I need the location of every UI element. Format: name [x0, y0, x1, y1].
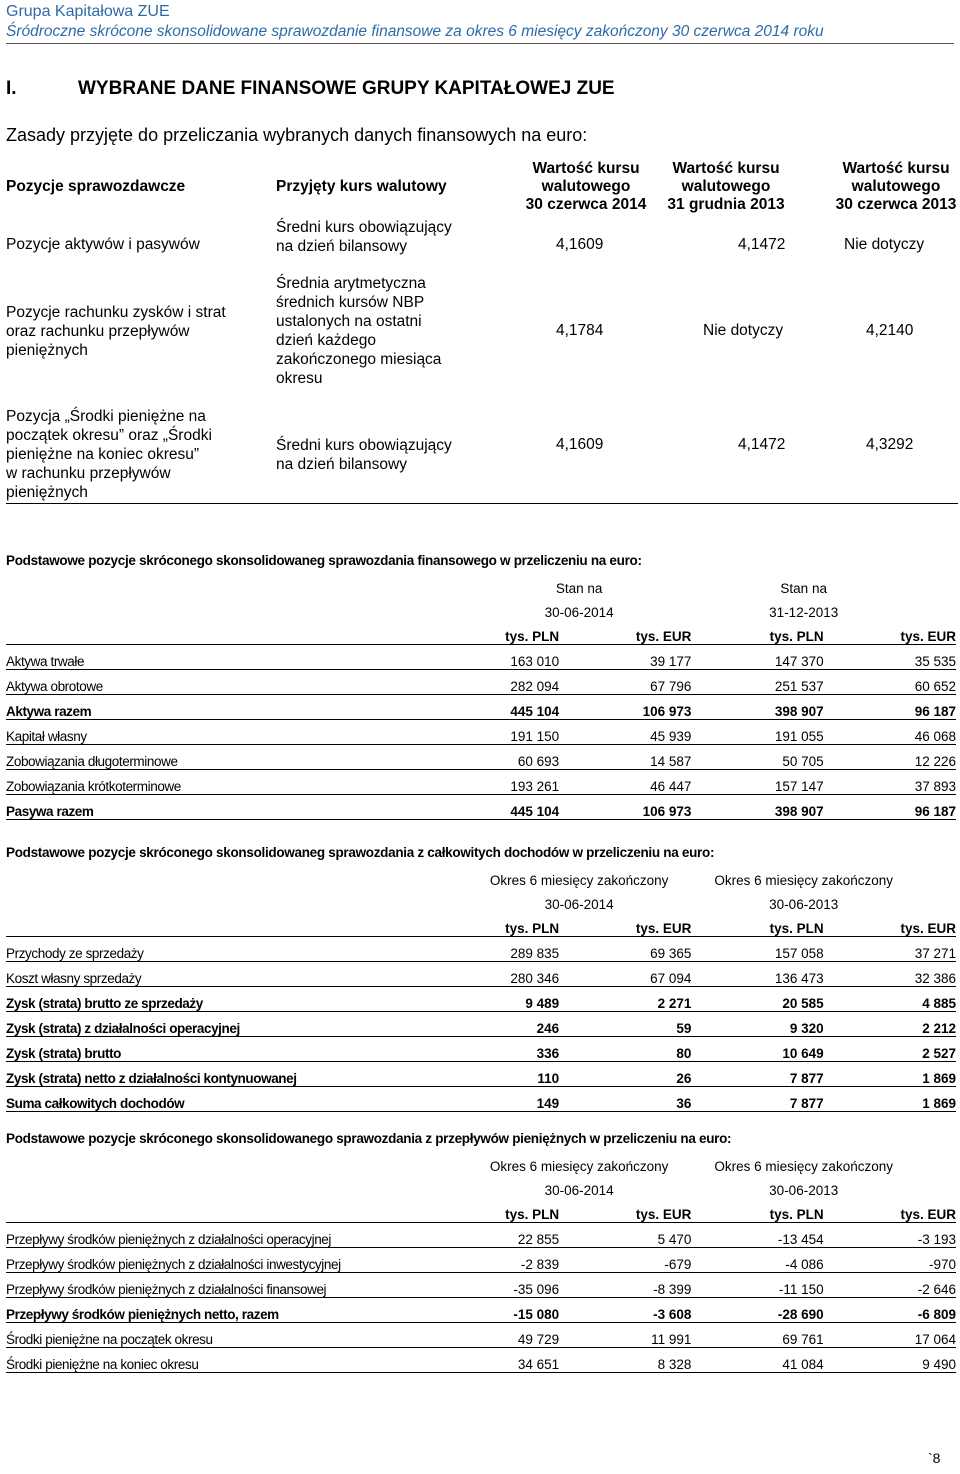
row-value: 7 877 [691, 1062, 823, 1087]
row-value: 2 527 [824, 1037, 956, 1062]
row-value: 8 328 [559, 1348, 691, 1373]
row-value: 246 [427, 1012, 559, 1037]
table-row [6, 1037, 956, 1062]
row-label: Pasywa razem [6, 795, 427, 820]
row-value: 69 761 [691, 1323, 823, 1348]
unit-header: tys. PLN [691, 1198, 823, 1223]
rates-row-2-v3: 4,2140 [866, 322, 914, 339]
rates-row-2-v1: 4,1784 [556, 322, 604, 339]
row-value: 96 187 [824, 695, 956, 720]
rate-line: na dzień bilansowy [276, 238, 407, 255]
unit-header: tys. EUR [824, 620, 956, 645]
row-value: 96 187 [824, 795, 956, 820]
row-value: 49 729 [427, 1323, 559, 1348]
row-value: -3 608 [559, 1298, 691, 1323]
rate-line: zakończonego miesiąca [276, 351, 442, 368]
rates-header-positions: Pozycje sprawozdawcze [6, 178, 186, 195]
rates-row-3-v2: 4,1472 [738, 436, 786, 453]
unit-header: tys. EUR [559, 912, 691, 937]
row-value: 10 649 [691, 1037, 823, 1062]
row-value: -2 646 [824, 1273, 956, 1298]
row-value: -2 839 [427, 1248, 559, 1273]
row-label: Aktywa trwałe [6, 645, 427, 670]
row-value: 22 855 [427, 1223, 559, 1248]
row-value: 445 104 [427, 695, 559, 720]
table-row [6, 1248, 956, 1273]
row-value: 106 973 [559, 695, 691, 720]
row-value: 1 869 [824, 1062, 956, 1087]
row-value: 110 [427, 1062, 559, 1087]
row-value: 280 346 [427, 962, 559, 987]
balance-section [6, 553, 956, 820]
row-label: Koszt własny sprzedaży [6, 962, 427, 987]
row-label: Suma całkowitych dochodów [6, 1087, 427, 1112]
row-value: 163 010 [427, 645, 559, 670]
cashflow-title: Podstawowe pozycje skróconego skonsolidowanego sprawozdania z przepływów pieniężnych w przeliczeniu na euro: [6, 1131, 732, 1146]
row-value: 80 [559, 1037, 691, 1062]
row-value: 4 885 [824, 987, 956, 1012]
row-value: 32 386 [824, 962, 956, 987]
col5-line1: Wartość kursu [842, 160, 950, 177]
row-value: 7 877 [691, 1087, 823, 1112]
row-value: 191 055 [691, 720, 823, 745]
row-value: 26 [559, 1062, 691, 1087]
row-value: -970 [824, 1248, 956, 1273]
income-period2-line1: Okres 6 miesięcy zakończony [714, 873, 893, 888]
table-row [6, 1298, 956, 1323]
label-line: pieniężne na koniec okresu” [6, 446, 200, 463]
row-value: 9 490 [824, 1348, 956, 1373]
col4-line1: Wartość kursu [672, 160, 780, 177]
balance-period2-line2: 31-12-2013 [769, 605, 839, 620]
unit-header: tys. PLN [427, 620, 559, 645]
row-value: 193 261 [427, 770, 559, 795]
row-value: 41 084 [691, 1348, 823, 1373]
unit-header: tys. EUR [559, 620, 691, 645]
row-value: 67 796 [559, 670, 691, 695]
row-value: -3 193 [824, 1223, 956, 1248]
table-row [6, 1273, 956, 1298]
row-label: Środki pieniężne na początek okresu [6, 1323, 427, 1348]
empty-cell [6, 572, 427, 596]
label-line: pieniężnych [6, 484, 88, 501]
table-row [6, 645, 956, 670]
rates-subtitle: Zasady przyjęte do przeliczania wybranych danych finansowych na euro: [6, 125, 588, 145]
row-value: 34 651 [427, 1348, 559, 1373]
row-label: Zobowiązania długoterminowe [6, 745, 427, 770]
row-value: 5 470 [559, 1223, 691, 1248]
table-row [6, 962, 956, 987]
row-label: Zysk (strata) brutto [6, 1037, 427, 1062]
empty-cell [6, 888, 427, 912]
row-value: 336 [427, 1037, 559, 1062]
col5-line3: 30 czerwca 2013 [835, 196, 957, 213]
table-row [6, 720, 956, 745]
table-row [6, 1223, 956, 1248]
row-value: 157 147 [691, 770, 823, 795]
table-row [6, 745, 956, 770]
rates-header-rate: Przyjęty kurs walutowy [276, 178, 447, 195]
row-value: 39 177 [559, 645, 691, 670]
row-value: -6 809 [824, 1298, 956, 1323]
empty-cell [6, 1174, 427, 1198]
row-value: 45 939 [559, 720, 691, 745]
rates-row-3-v1: 4,1609 [556, 436, 604, 453]
cashflow-table [6, 1150, 956, 1373]
row-label: Zysk (strata) brutto ze sprzedaży [6, 987, 427, 1012]
header-divider [6, 43, 954, 44]
unit-header: tys. PLN [427, 912, 559, 937]
row-value: 36 [559, 1087, 691, 1112]
row-value: 398 907 [691, 695, 823, 720]
section-title-text: WYBRANE DANE FINANSOWE GRUPY KAPITAŁOWEJ ZUE [78, 78, 615, 99]
empty-cell [6, 620, 427, 645]
rates-row-1-label: Pozycje aktywów i pasywów [6, 236, 200, 253]
row-value: 1 869 [824, 1087, 956, 1112]
rates-row-3-rate [276, 436, 452, 474]
balance-period1-line1: Stan na [555, 581, 603, 596]
label-line: początek okresu” oraz „Środki [6, 427, 212, 444]
label-line: oraz rachunku przepływów [6, 323, 190, 340]
row-value: 60 693 [427, 745, 559, 770]
empty-cell [6, 1150, 427, 1174]
rate-line: okresu [276, 370, 323, 387]
unit-header: tys. EUR [559, 1198, 691, 1223]
row-value: -28 690 [691, 1298, 823, 1323]
row-value: 37 893 [824, 770, 956, 795]
row-label: Środki pieniężne na koniec okresu [6, 1348, 427, 1373]
label-line: pieniężnych [6, 342, 88, 359]
label-line: w rachunku przepływów [6, 465, 171, 482]
cashflow-rows [6, 1223, 956, 1373]
row-value: 46 447 [559, 770, 691, 795]
rate-line: Średnia arytmetyczna [276, 275, 426, 292]
table-row [6, 937, 956, 962]
income-period2-line2: 30-06-2013 [769, 897, 839, 912]
report-title: Śródroczne skrócone skonsolidowane sprawozdanie finansowe za okres 6 miesięcy zakończony 30 czerwca 2014 roku [6, 23, 824, 40]
income-rows [6, 937, 956, 1112]
rates-row-3-v3: 4,3292 [866, 436, 914, 453]
row-value: -8 399 [559, 1273, 691, 1298]
row-value: 282 094 [427, 670, 559, 695]
row-value: 106 973 [559, 795, 691, 820]
row-value: 69 365 [559, 937, 691, 962]
row-value: 9 489 [427, 987, 559, 1012]
table-row [6, 1012, 956, 1037]
income-table [6, 864, 956, 1112]
rates-row-3-label [6, 407, 212, 502]
row-value: 20 585 [691, 987, 823, 1012]
row-label: Przepływy środków pieniężnych netto, razem [6, 1298, 427, 1323]
cashflow-period1-line2: 30-06-2014 [544, 1183, 614, 1198]
unit-header: tys. PLN [691, 620, 823, 645]
row-value: 35 535 [824, 645, 956, 670]
row-value: 59 [559, 1012, 691, 1037]
rates-row-2-v2: Nie dotyczy [703, 322, 784, 339]
rate-line: ustalonych na ostatni [276, 313, 422, 330]
rate-line: na dzień bilansowy [276, 456, 407, 473]
unit-header: tys. PLN [691, 912, 823, 937]
row-value: 157 058 [691, 937, 823, 962]
rate-line: średnich kursów NBP [276, 294, 425, 311]
rate-line: Średni kurs obowiązujący [276, 219, 452, 236]
rates-row-2-rate [276, 274, 441, 388]
row-label: Zysk (strata) netto z działalności kontynuowanej [6, 1062, 427, 1087]
table-row [6, 1348, 956, 1373]
row-value: 17 064 [824, 1323, 956, 1348]
page-header [6, 2, 954, 41]
row-label: Aktywa obrotowe [6, 670, 427, 695]
col4-line2: walutowego [681, 178, 771, 195]
row-value: 2 212 [824, 1012, 956, 1037]
row-value: -15 080 [427, 1298, 559, 1323]
cashflow-period1-line1: Okres 6 miesięcy zakończony [489, 1159, 669, 1174]
section-title [6, 78, 615, 100]
row-value: 2 271 [559, 987, 691, 1012]
rate-line: dzień każdego [276, 332, 376, 349]
row-value: -679 [559, 1248, 691, 1273]
row-label: Przepływy środków pieniężnych z działalności inwestycyjnej [6, 1248, 427, 1273]
page-number: `8 [928, 1450, 941, 1466]
row-value: -4 086 [691, 1248, 823, 1273]
unit-header: tys. EUR [824, 1198, 956, 1223]
row-label: Zysk (strata) z działalności operacyjnej [6, 1012, 427, 1037]
rates-row-1-rate [276, 218, 452, 256]
row-label: Przepływy środków pieniężnych z działalności operacyjnej [6, 1223, 427, 1248]
income-section [6, 845, 956, 1112]
col3-line3: 30 czerwca 2014 [525, 196, 647, 213]
col5-line2: walutowego [851, 178, 941, 195]
row-value: 50 705 [691, 745, 823, 770]
income-period1-line2: 30-06-2014 [544, 897, 614, 912]
row-label: Przepływy środków pieniężnych z działalności finansowej [6, 1273, 427, 1298]
row-label: Aktywa razem [6, 695, 427, 720]
table-row [6, 795, 956, 820]
row-value: 289 835 [427, 937, 559, 962]
row-value: 46 068 [824, 720, 956, 745]
label-line: Pozycja „Środki pieniężne na [6, 408, 206, 425]
table-row [6, 1087, 956, 1112]
balance-period1-line2: 30-06-2014 [544, 605, 614, 620]
row-value: -13 454 [691, 1223, 823, 1248]
income-title: Podstawowe pozycje skróconego skonsolidowaneg sprawozdania z całkowitych dochodów w przeliczeniu na euro: [6, 845, 715, 860]
row-value: 136 473 [691, 962, 823, 987]
row-value: 12 226 [824, 745, 956, 770]
row-value: 14 587 [559, 745, 691, 770]
table-row [6, 695, 956, 720]
row-value: 251 537 [691, 670, 823, 695]
balance-period2-line1: Stan na [780, 581, 827, 596]
col3-line2: walutowego [541, 178, 631, 195]
rates-row-1-v1: 4,1609 [556, 236, 604, 253]
row-value: 67 094 [559, 962, 691, 987]
empty-cell [6, 1198, 427, 1223]
cashflow-section [6, 1131, 956, 1373]
row-value: -35 096 [427, 1273, 559, 1298]
row-value: 60 652 [824, 670, 956, 695]
company-name: Grupa Kapitałowa ZUE [6, 3, 170, 20]
row-label: Przychody ze sprzedaży [6, 937, 427, 962]
unit-header: tys. EUR [824, 912, 956, 937]
row-value: 149 [427, 1087, 559, 1112]
rates-bottom-rule [6, 503, 958, 504]
table-row [6, 1062, 956, 1087]
table-row [6, 987, 956, 1012]
row-value: 445 104 [427, 795, 559, 820]
row-label: Kapitał własny [6, 720, 427, 745]
row-value: 191 150 [427, 720, 559, 745]
row-value: -11 150 [691, 1273, 823, 1298]
balance-title: Podstawowe pozycje skróconego skonsolidowaneg sprawozdania finansowego w przeliczeniu na euro: [6, 553, 642, 568]
rates-row-1-v3: Nie dotyczy [844, 236, 925, 253]
table-row [6, 770, 956, 795]
rates-row-2-label [6, 303, 226, 360]
empty-cell [6, 596, 427, 620]
col3-line1: Wartość kursu [532, 160, 640, 177]
rates-header-col5 [796, 160, 960, 214]
row-value: 398 907 [691, 795, 823, 820]
table-row [6, 1323, 956, 1348]
label-line: Pozycje rachunku zysków i strat [6, 304, 226, 321]
unit-header: tys. PLN [427, 1198, 559, 1223]
row-label: Zobowiązania krótkoterminowe [6, 770, 427, 795]
empty-cell [6, 912, 427, 937]
income-period1-line1: Okres 6 miesięcy zakończony [489, 873, 669, 888]
row-value: 11 991 [559, 1323, 691, 1348]
balance-table [6, 572, 956, 820]
cashflow-period2-line1: Okres 6 miesięcy zakończony [714, 1159, 893, 1174]
cashflow-period2-line2: 30-06-2013 [769, 1183, 839, 1198]
row-value: 147 370 [691, 645, 823, 670]
rates-row-1-v2: 4,1472 [738, 236, 786, 253]
section-number: I. [6, 78, 17, 99]
row-value: 37 271 [824, 937, 956, 962]
col4-line3: 31 grudnia 2013 [667, 196, 785, 213]
table-row [6, 670, 956, 695]
rate-line: Średni kurs obowiązujący [276, 437, 452, 454]
empty-cell [6, 864, 427, 888]
row-value: 9 320 [691, 1012, 823, 1037]
balance-rows [6, 645, 956, 820]
